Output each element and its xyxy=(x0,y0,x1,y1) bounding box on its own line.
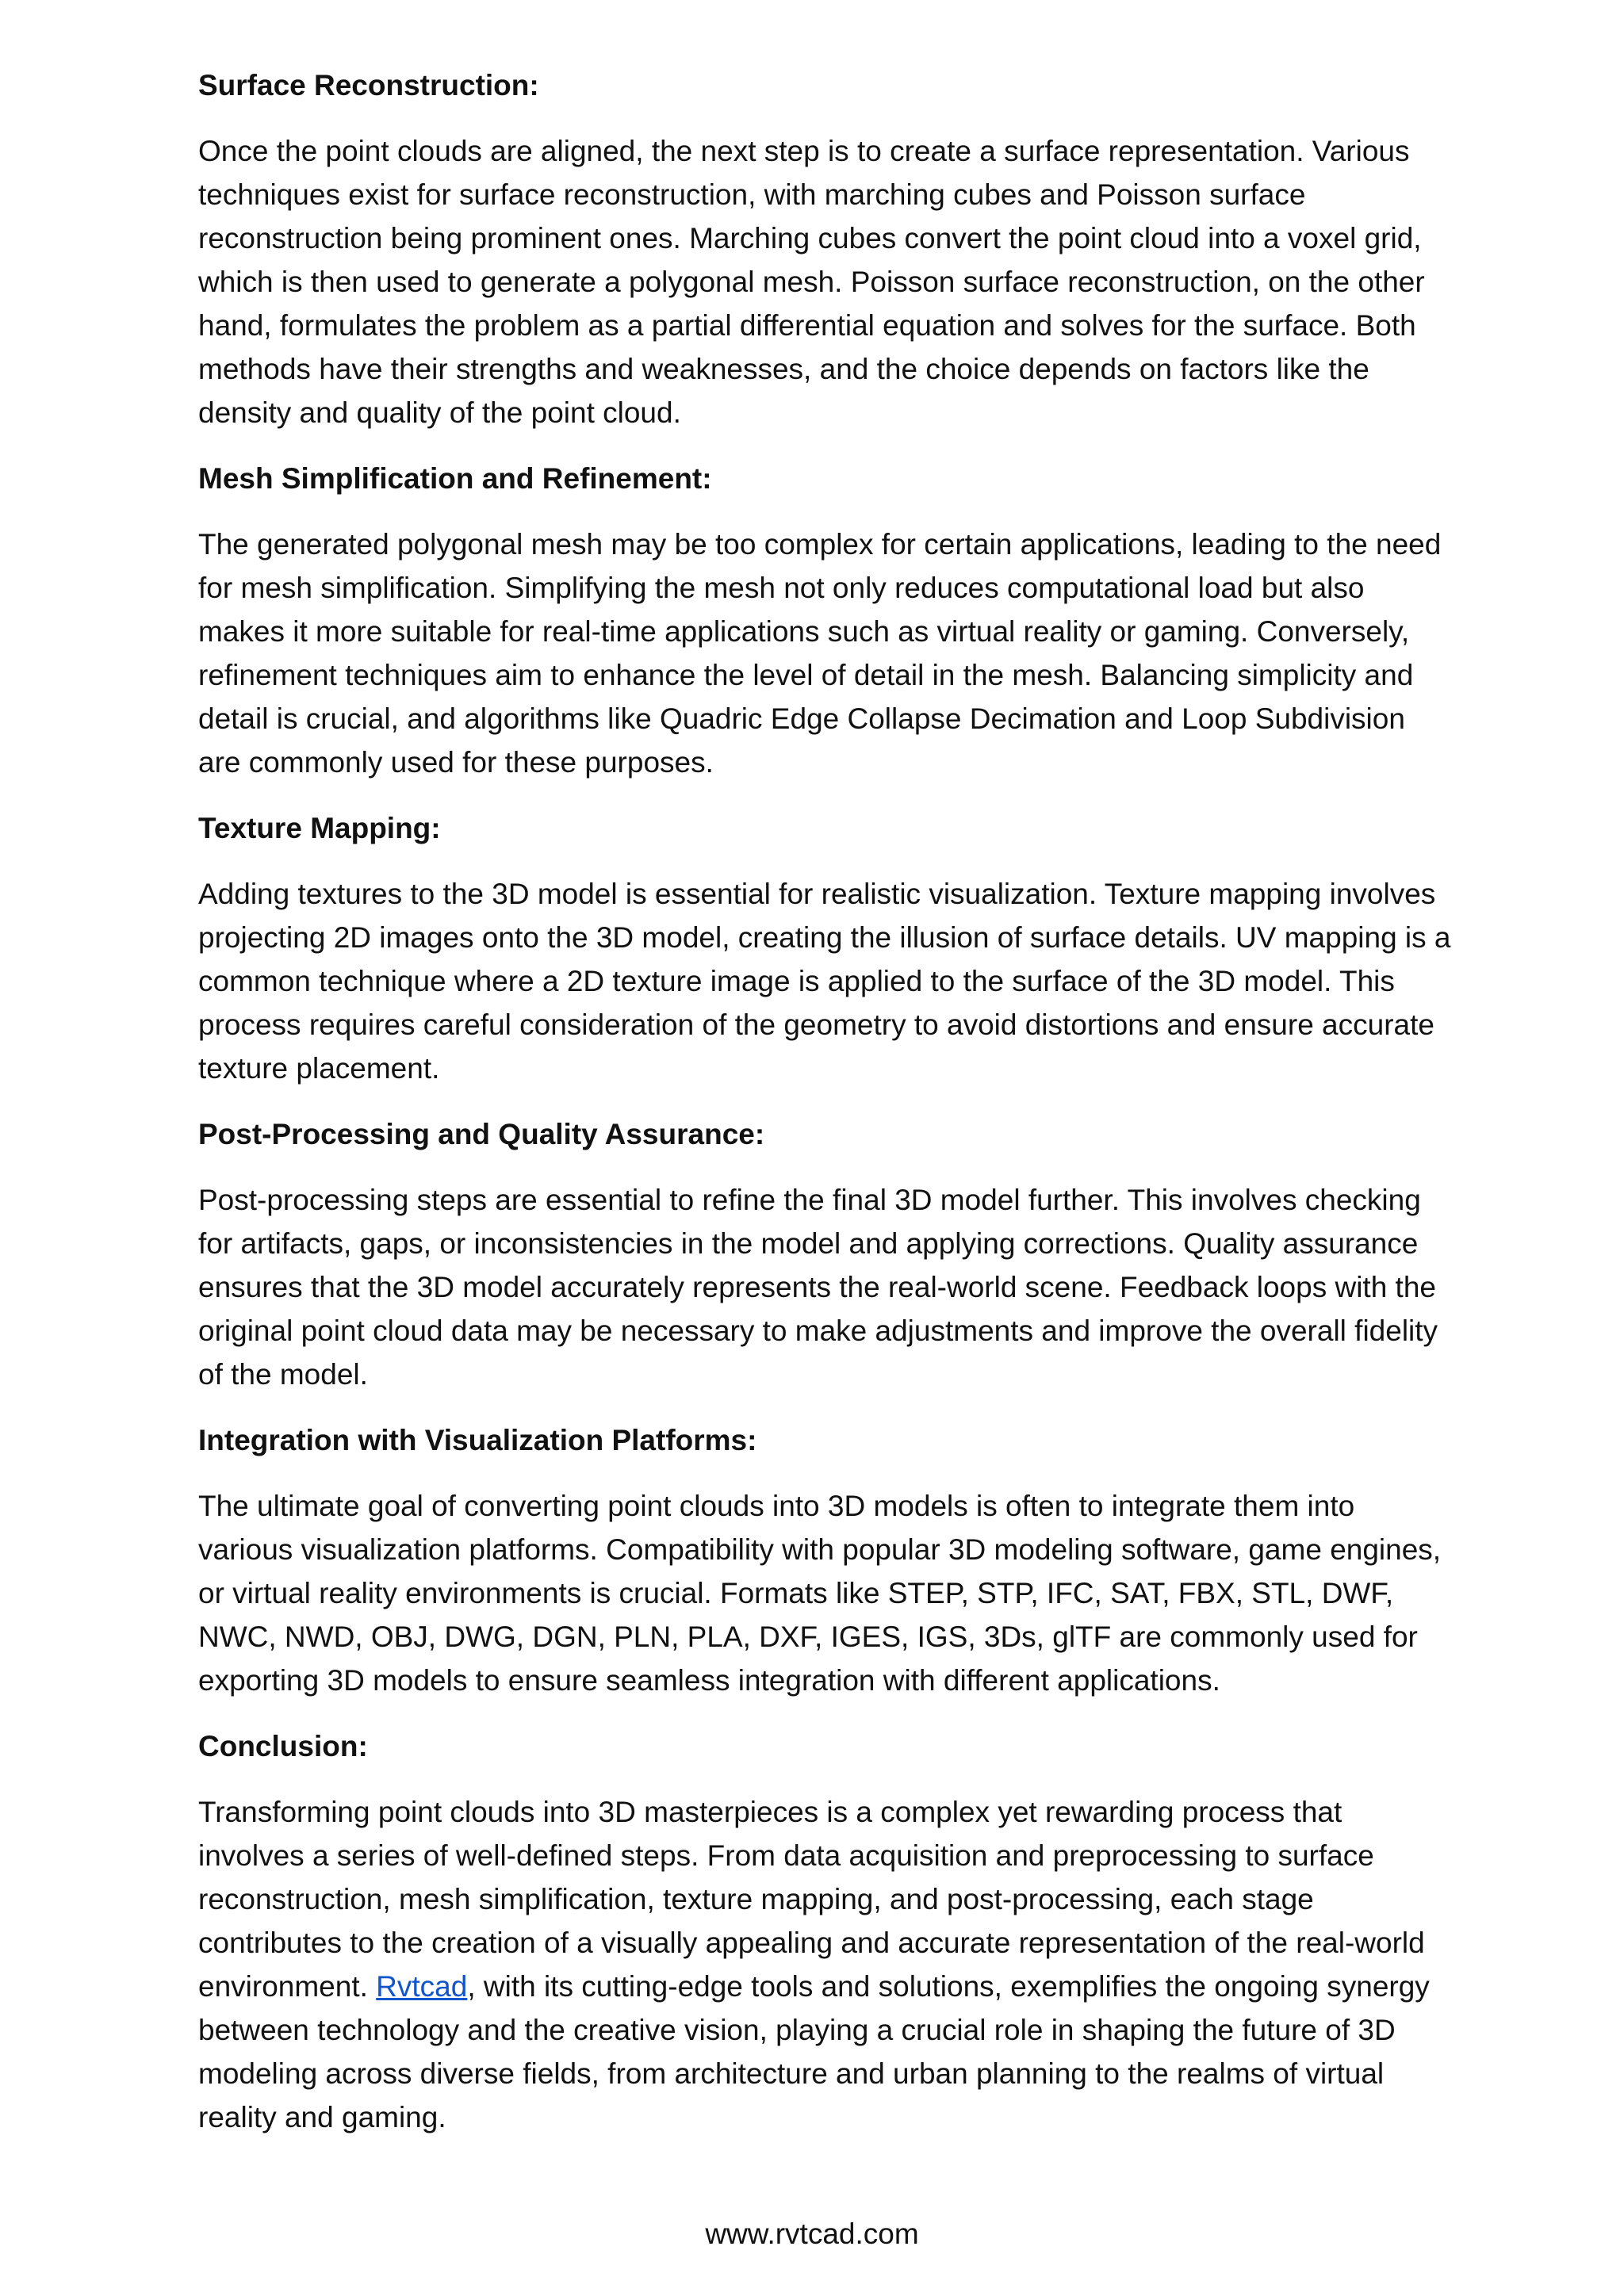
section-integration xyxy=(198,1418,1451,1702)
section-paragraph: The generated polygonal mesh may be too complex for certain applications, leading to the need for mesh simplification. Simplifying the mesh not only reduces computational load but also makes it more suitable for real-time applications such as virtual reality or gaming. Conversely, refinement techniques aim to enhance the level of detail in the mesh. Balancing simplicity and detail is crucial, and algorithms like Quadric Edge Collapse Decimation and Loop Subdivision are commonly used for these purposes. xyxy=(198,528,1442,779)
rvtcad-link[interactable]: Rvtcad xyxy=(376,1970,468,2003)
section-paragraph: Adding textures to the 3D model is essential for realistic visualization. Texture mapping involves projecting 2D images onto the 3D model, creating the illusion of surface details. UV mapping is a common technique where a 2D texture image is applied to the surface of the 3D model. This process requires careful consideration of the geometry to avoid distortions and ensure accurate texture placement. xyxy=(198,878,1451,1085)
conclusion-heading: Conclusion: xyxy=(198,1730,368,1762)
section-conclusion xyxy=(198,1724,1451,2139)
conclusion-paragraph xyxy=(198,1790,1451,2139)
section-heading: Mesh Simplification and Refinement: xyxy=(198,462,712,495)
section-heading: Integration with Visualization Platforms: xyxy=(198,1424,757,1456)
section-heading: Texture Mapping: xyxy=(198,812,441,844)
conclusion-text-after-link: , with its cutting-edge tools and solutions, exemplifies the ongoing synergy between technology and the creative vision, playing a crucial role in shaping the future of 3D modeling across diverse fields, from architecture and urban planning to the realms of virtual reality and gaming. xyxy=(198,1970,1430,2133)
section-heading: Surface Reconstruction: xyxy=(198,69,539,101)
section-mesh-simplification xyxy=(198,457,1451,784)
document-page xyxy=(198,63,1451,2161)
footer-website: www.rvtcad.com xyxy=(705,2218,919,2250)
section-paragraph: Once the point clouds are aligned, the next step is to create a surface representation. Various techniques exist for surface reconstruction, with marching cubes and Poisson surface reconstruction being prominent ones. Marching cubes convert the point cloud into a voxel grid, which is then used to generate a polygonal mesh. Poisson surface reconstruction, on the other hand, formulates the problem as a partial differential equation and solves for the surface. Both methods have their strengths and weaknesses, and the choice depends on factors like the density and quality of the point cloud. xyxy=(198,135,1425,429)
section-paragraph: Post-processing steps are essential to refine the final 3D model further. This involves checking for artifacts, gaps, or inconsistencies in the model and applying corrections. Quality assurance ensures that the 3D model accurately represents the real-world scene. Feedback loops with the original point cloud data may be necessary to make adjustments and improve the overall fidelity of the model. xyxy=(198,1184,1438,1391)
section-paragraph: The ultimate goal of converting point clouds into 3D models is often to integrate them into various visualization platforms. Compatibility with popular 3D modeling software, game engines, or virtual reality environments is crucial. Formats like STEP, STP, IFC, SAT, FBX, STL, DWF, NWC, NWD, OBJ, DWG, DGN, PLN, PLA, DXF, IGES, IGS, 3Ds, glTF are commonly used for exporting 3D models to ensure seamless integration with different applications. xyxy=(198,1490,1442,1697)
conclusion-text-before-link: Transforming point clouds into 3D masterpieces is a complex yet rewarding process that involves a series of well-defined steps. From data acquisition and preprocessing to surface reconstruction, mesh simplification, texture mapping, and post-processing, each stage contributes to the creation of a visually appealing and accurate representation of the real-world environment. xyxy=(198,1796,1425,2003)
section-post-processing xyxy=(198,1112,1451,1396)
section-surface-reconstruction xyxy=(198,63,1451,434)
section-texture-mapping xyxy=(198,806,1451,1090)
section-heading: Post-Processing and Quality Assurance: xyxy=(198,1118,765,1150)
